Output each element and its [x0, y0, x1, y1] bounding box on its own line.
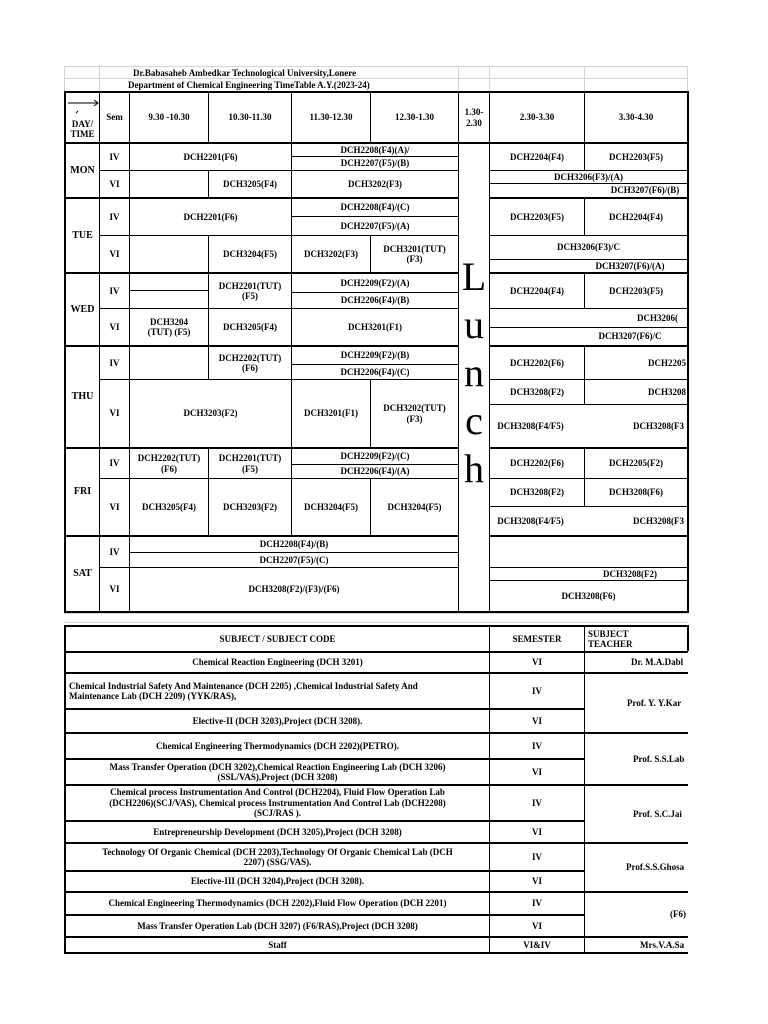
slot-header-6: 3.30-4.30 — [618, 112, 654, 123]
subject-name: Entrepreneurship Development (DCH 3205),Project (DCH 3208) — [153, 826, 402, 837]
class-slot: DCH2208(F4)/(B) — [259, 539, 329, 550]
class-slot: DCH2206(F4)/(B) — [340, 295, 410, 306]
class-slot: DCH3201(F1) — [348, 321, 402, 332]
class-slot: DCH2205 — [648, 357, 686, 368]
semester-header: SEMESTER — [512, 633, 562, 644]
slot-header-3: 11.30-12.30 — [309, 112, 353, 123]
lunch-letter: L — [461, 257, 487, 299]
day-label-sat: SAT — [73, 568, 92, 580]
teacher-header: SUBJECT TEACHER — [588, 628, 633, 649]
class-slot: DCH3202(F3) — [304, 248, 358, 259]
sem-label: VI — [109, 408, 120, 419]
sem-label: IV — [109, 546, 120, 557]
university-title: Dr.Babasaheb Ambedkar Technological University,Lonere — [133, 68, 357, 78]
day-label-mon: MON — [70, 164, 95, 176]
class-slot: DCH2209(F2)/(A) — [340, 277, 410, 288]
class-slot: DCH3206(F3)/C — [557, 242, 620, 253]
class-slot: DCH3208(F2) — [603, 568, 657, 579]
class-slot: DCH3202(TUT) (F3) — [383, 403, 446, 424]
sem-label: VI — [109, 178, 120, 189]
class-slot: DCH2207(F5)/(A) — [340, 220, 410, 231]
class-slot: DCH2208(F4)(A)/ — [340, 144, 410, 155]
subject-name: Staff — [268, 939, 287, 950]
class-slot: DCH3208(F4/F5) — [497, 420, 564, 431]
subject-name: Technology Of Organic Chemical (DCH 2203),Technology Of Organic Chemical Lab (DCH 2207) (SSG/VAS). — [102, 846, 453, 867]
class-slot: DCH3203(F2) — [223, 501, 277, 512]
class-slot: DCH3205(F4) — [142, 501, 196, 512]
class-slot: DCH3205(F4) — [223, 178, 277, 189]
class-slot: DCH2209(F2)/(B) — [340, 350, 410, 361]
subject-semester: VI&IV — [523, 939, 551, 950]
class-slot: DCH3208 — [648, 386, 686, 397]
lunch-time-header: 1.30- 2.30 — [464, 107, 484, 128]
class-slot: DCH2202(F6) — [510, 357, 564, 368]
class-slot: DCH2202(F6) — [510, 458, 564, 469]
class-slot: DCH2201(TUT) (F5) — [218, 280, 282, 301]
class-slot: DCH3208(F6) — [561, 590, 616, 601]
slot-header-5: 2.30-3.30 — [519, 112, 555, 123]
subject-semester: VI — [531, 715, 542, 726]
class-slot: DCH2207(F5)/(C) — [259, 554, 329, 565]
subject-name: Mass Transfer Operation Lab (DCH 3207) (F6/RAS),Project (DCH 3208) — [137, 920, 418, 931]
class-slot: DCH2201(TUT) (F5) — [218, 453, 282, 474]
lunch-letter: c — [465, 398, 483, 443]
class-slot: DCH2209(F2)/(C) — [340, 451, 410, 462]
subject-semester: VI — [531, 826, 542, 837]
class-slot: DCH3201(TUT) (F3) — [383, 243, 446, 264]
slot-header-2: 10.30-11.30 — [228, 112, 272, 123]
lunch-label — [459, 257, 489, 502]
class-slot: DCH3208(F3 — [633, 420, 684, 431]
class-slot: DCH3207(F6)/(B) — [610, 185, 680, 196]
class-slot: DCH2204(F4) — [609, 211, 663, 222]
class-slot: DCH2205(F2) — [609, 458, 663, 469]
sem-label: VI — [109, 584, 120, 595]
sem-header: Sem — [106, 112, 123, 123]
sem-label: IV — [109, 151, 120, 162]
subject-semester: IV — [531, 797, 542, 808]
day-label-thu: THU — [71, 391, 94, 403]
class-slot: DCH3207(F6)/(A) — [595, 260, 665, 271]
class-slot: DCH3206( — [637, 312, 678, 323]
teacher-name: Prof. Y. Y.Kar — [627, 697, 682, 708]
class-slot: DCH3208(F2) — [510, 487, 564, 498]
day-label-wed: WED — [70, 303, 95, 315]
class-slot: DCH2202(TUT) (F6) — [137, 453, 201, 474]
class-slot: DCH2207(F5)/(B) — [340, 158, 410, 169]
class-slot: DCH3206(F3)/(A) — [554, 171, 623, 182]
sem-label: VI — [109, 248, 120, 259]
subject-name: Chemical process Instrumentation And Control (DCH2204), Fluid Flow Operation Lab (DCH2206)(SCJ/VAS), Chemical process Instrumentation And Control Lab (DCH2208) (SCJ/RAS ). — [109, 787, 446, 819]
day-time-header — [66, 93, 99, 142]
sem-label: IV — [109, 458, 120, 469]
sem-label: VI — [109, 501, 120, 512]
class-slot: DCH3207(F6)/C — [598, 331, 662, 342]
department-title: Department of Chemical Engineering TimeTable A.Y.(2023-24) — [128, 80, 370, 90]
class-slot: DCH2203(F5) — [609, 285, 663, 296]
class-slot: DCH2203(F5) — [510, 211, 564, 222]
subject-semester: VI — [531, 657, 542, 668]
class-slot: DCH3204 (TUT) (F5) — [147, 316, 191, 337]
class-slot: DCH2201(F6) — [183, 151, 238, 162]
class-slot: DCH3204(F5) — [304, 501, 358, 512]
lunch-letter: n — [464, 350, 484, 395]
class-slot: DCH2208(F4)/(C) — [340, 202, 410, 213]
subject-name: Elective-II (DCH 3203),Project (DCH 3208). — [192, 715, 363, 726]
day-label-fri: FRI — [73, 486, 92, 498]
class-slot: DCH2203(F5) — [609, 151, 663, 162]
teacher-name: (F6) — [670, 909, 686, 920]
class-slot: DCH3208(F2)/(F3)/(F6) — [248, 584, 340, 595]
class-slot: DCH2202(TUT) (F6) — [218, 352, 282, 373]
subject-name: Chemical Reaction Engineering (DCH 3201) — [192, 657, 363, 668]
class-slot: DCH2204(F4) — [510, 285, 564, 296]
subject-name: Chemical Engineering Thermodynamics (DCH 2202),Fluid Flow Operation (DCH 2201) — [108, 898, 447, 909]
subject-semester: IV — [531, 685, 542, 696]
subject-name: Mass Transfer Operation (DCH 3202),Chemical Reaction Engineering Lab (DCH 3206) (SSL/VAS),Project (DCH 3208) — [109, 761, 446, 782]
sem-label: VI — [109, 321, 120, 332]
teacher-name: Prof. S.C.Jai — [633, 808, 682, 819]
class-slot: DCH3203(F2) — [183, 408, 238, 419]
class-slot: DCH3208(F6) — [609, 487, 663, 498]
class-slot: DCH3204(F5) — [223, 248, 277, 259]
subject-semester: IV — [531, 898, 542, 909]
sem-label: IV — [109, 285, 120, 296]
day-time-label: DAY/ TIME — [70, 118, 95, 139]
lunch-letter: u — [464, 302, 484, 347]
class-slot: DCH3208(F4/F5) — [497, 515, 564, 526]
class-slot: DCH2206(F4)/(A) — [340, 466, 410, 477]
sem-label: IV — [109, 357, 120, 368]
teacher-name: Mrs.V.A.Sa — [640, 939, 685, 950]
teacher-name: Prof. S.S.Lab — [633, 753, 685, 764]
slot-header-4: 12.30-1.30 — [395, 112, 434, 123]
subject-semester: VI — [531, 876, 542, 887]
subject-semester: VI — [531, 766, 542, 777]
class-slot: DCH3202(F3) — [348, 178, 402, 189]
teacher-name: Dr. M.A.Dabl — [631, 657, 684, 668]
subject-semester: IV — [531, 740, 542, 751]
subject-name: Elective-III (DCH 3204),Project (DCH 3208). — [190, 876, 365, 887]
subject-semester: VI — [531, 920, 542, 931]
subject-name: Chemical Industrial Safety And Maintenance (DCH 2205) ,Chemical Industrial Safety And Maintenance Lab (DCH 2209) (YYK/RAS), — [69, 680, 418, 701]
class-slot: DCH2204(F4) — [510, 151, 564, 162]
class-slot: DCH2206(F4)/(C) — [340, 366, 410, 377]
subject-header: SUBJECT / SUBJECT CODE — [219, 633, 336, 644]
day-label-tue: TUE — [72, 229, 93, 241]
class-slot: DCH3208(F2) — [510, 386, 564, 397]
teacher-name: Prof.S.S.Ghosa — [626, 862, 685, 873]
class-slot: DCH2201(F6) — [183, 211, 238, 222]
class-slot: DCH3204(F5) — [387, 501, 442, 512]
subject-semester: IV — [531, 851, 542, 862]
class-slot: DCH3201(F1) — [304, 408, 358, 419]
class-slot: DCH3205(F4) — [223, 321, 277, 332]
sem-label: IV — [109, 211, 120, 222]
class-slot: DCH3208(F3 — [633, 515, 684, 526]
lunch-letter: h — [464, 446, 484, 491]
slot-header-1: 9.30 -10.30 — [148, 112, 190, 123]
subject-name: Chemical Engineering Thermodynamics (DCH 2202)(PETRO). — [155, 740, 400, 751]
